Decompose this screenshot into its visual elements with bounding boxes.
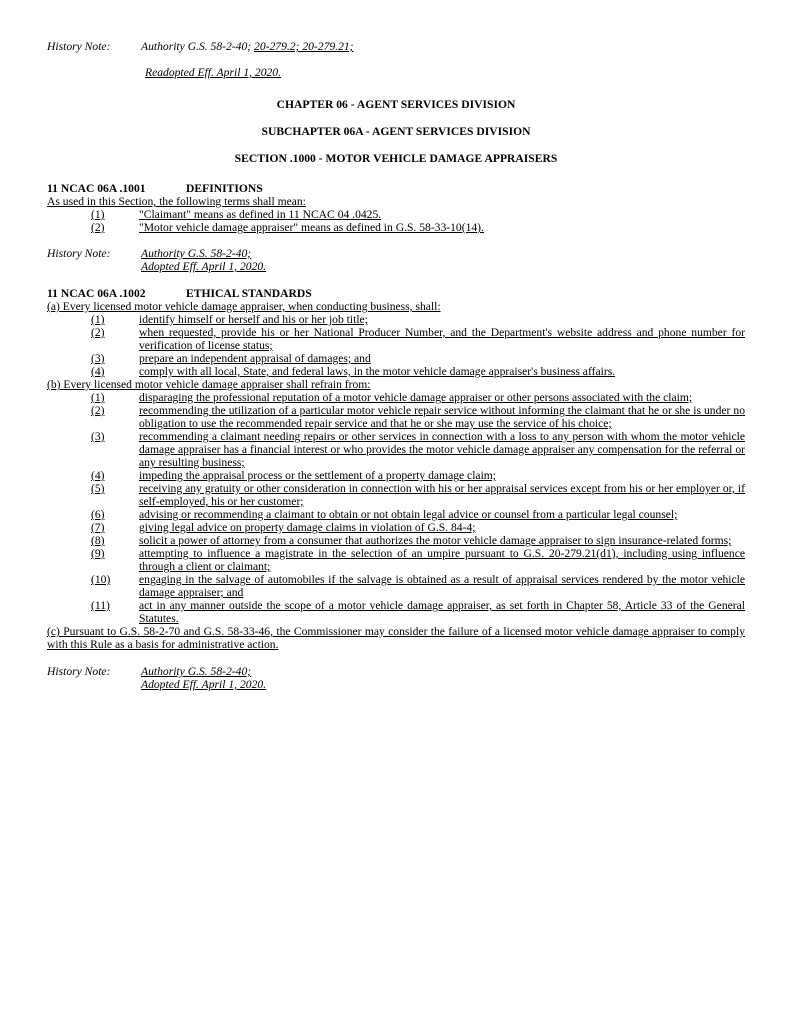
item-number: (6) (91, 508, 105, 521)
rule-title: ETHICAL STANDARDS (186, 287, 312, 300)
item-number: (3) (91, 352, 105, 365)
page-content (47, 40, 745, 691)
list-item (47, 313, 745, 326)
item-text: attempting to influence a magistrate in the selection of an umpire pursuant to G.S. 20-279.21(d1), including using influence through a client or claimant; (139, 547, 745, 573)
item-text: advising or recommending a claimant to obtain or not obtain legal advice or counsel from a particular legal counsel; (139, 508, 678, 521)
list-item (47, 208, 745, 221)
history-effective: Adopted Eff. April 1, 2020. (141, 678, 267, 691)
history-effective: Readopted Eff. April 1, 2020. (145, 66, 282, 79)
history-authority (141, 40, 745, 53)
history-effective: Adopted Eff. April 1, 2020. (141, 260, 267, 273)
top-history-note (47, 40, 745, 79)
item-text: act in any manner outside the scope of a motor vehicle damage appraiser, as set forth in Chapter 58, Article 33 of the General Statutes. (139, 599, 745, 625)
item-text: receiving any gratuity or other consideration in connection with his or her appraisal services except from his or her employer or, if self-employed, his or her customer; (139, 482, 745, 508)
history-authority-text (141, 40, 354, 53)
list-item (47, 404, 745, 430)
list-item (47, 547, 745, 573)
item-text: solicit a power of attorney from a consumer that authorizes the motor vehicle damage appraiser to sign insurance-related forms; (139, 534, 732, 547)
item-text: engaging in the salvage of automobiles if the salvage is obtained as a result of appraisal services rendered by the motor vehicle damage appraiser; and (139, 573, 745, 599)
list-item (47, 352, 745, 365)
rule-title: DEFINITIONS (186, 182, 263, 195)
rule-number: 11 NCAC 06A .1002 (47, 287, 146, 300)
rule-1001-intro: As used in this Section, the following terms shall mean: (47, 195, 306, 208)
rule-1002-para-c: (c) Pursuant to G.S. 58-2-70 and G.S. 58-33-46, the Commissioner may consider the failure of a licensed motor vehicle damage appraiser to comply with this Rule as a basis for administrative action. (47, 625, 745, 651)
list-item (47, 221, 745, 234)
history-authority: Authority G.S. 58-2-40; (141, 247, 252, 260)
list-item (47, 430, 745, 469)
item-text: recommending the utilization of a particular motor vehicle repair service without informing the claimant that he or she is under no obligation to use the recommended repair service and that he or she may use the service of his choice; (139, 404, 745, 430)
item-number: (8) (91, 534, 105, 547)
rule-1001-list (47, 208, 745, 234)
item-number: (4) (91, 469, 105, 482)
item-text: giving legal advice on property damage claims in violation of G.S. 84-4; (139, 521, 476, 534)
subchapter-title: SUBCHAPTER 06A - AGENT SERVICES DIVISION (261, 125, 531, 138)
item-text: prepare an independent appraisal of damages; and (139, 352, 371, 365)
history-note-label: History Note: (47, 247, 111, 260)
list-item (47, 391, 745, 404)
item-number: (1) (91, 391, 105, 404)
item-text: disparaging the professional reputation of a motor vehicle damage appraiser or other persons associated with the claim; (139, 391, 693, 404)
item-text: "Claimant" means as defined in 11 NCAC 04 .0425. (139, 208, 382, 221)
list-item (47, 482, 745, 508)
item-text: recommending a claimant needing repairs or other services in connection with a loss to any person with whom the motor vehicle damage appraiser has a financial interest or who provides the motor vehicle damage appraiser any compensation for the referral or any resulting business; (139, 430, 745, 469)
item-text: when requested, provide his or her National Producer Number, and the Department's website address and phone number for verification of license status; (139, 326, 745, 352)
list-item (47, 508, 745, 521)
rule-1002-list-a (47, 313, 745, 378)
rule-1002-para-b: (b) Every licensed motor vehicle damage appraiser shall refrain from: (47, 378, 371, 391)
item-number: (1) (91, 208, 105, 221)
item-number: (7) (91, 521, 105, 534)
item-number: (11) (91, 599, 110, 612)
item-number: (1) (91, 313, 105, 326)
item-number: (3) (91, 430, 105, 443)
rule-1002-list-b (47, 391, 745, 625)
item-number: (2) (91, 326, 105, 339)
list-item (47, 534, 745, 547)
item-number: (9) (91, 547, 105, 560)
item-text: "Motor vehicle damage appraiser" means as defined in G.S. 58-33-10(14). (139, 221, 484, 234)
section-title: SECTION .1000 - MOTOR VEHICLE DAMAGE APPRAISERS (234, 152, 558, 165)
history-note-label: History Note: (47, 40, 111, 53)
rule-number: 11 NCAC 06A .1001 (47, 182, 146, 195)
list-item (47, 599, 745, 625)
rule-1001-history-note (47, 247, 745, 273)
chapter-title: CHAPTER 06 - AGENT SERVICES DIVISION (276, 98, 516, 111)
item-text: comply with all local, State, and federal laws, in the motor vehicle damage appraiser's business affairs. (139, 365, 616, 378)
history-authority: Authority G.S. 58-2-40; (141, 665, 252, 678)
list-item (47, 469, 745, 482)
rule-1002-history-note (47, 665, 745, 691)
item-number: (4) (91, 365, 105, 378)
history-note-label: History Note: (47, 665, 111, 678)
item-text: impeding the appraisal process or the settlement of a property damage claim; (139, 469, 497, 482)
item-text: identify himself or herself and his or her job title; (139, 313, 368, 326)
history-authority-amended: 20-279.2; 20-279.21; (254, 40, 354, 53)
rule-1001-heading (47, 182, 745, 195)
history-authority-plain: Authority G.S. 58-2-40; (141, 40, 255, 53)
item-number: (2) (91, 404, 105, 417)
rule-1002-heading (47, 287, 745, 300)
item-number: (2) (91, 221, 105, 234)
list-item (47, 365, 745, 378)
item-number: (10) (91, 573, 111, 586)
list-item (47, 521, 745, 534)
list-item (47, 326, 745, 352)
rule-1002-para-a: (a) Every licensed motor vehicle damage appraiser, when conducting business, shall: (47, 300, 441, 313)
list-item (47, 573, 745, 599)
item-number: (5) (91, 482, 105, 495)
